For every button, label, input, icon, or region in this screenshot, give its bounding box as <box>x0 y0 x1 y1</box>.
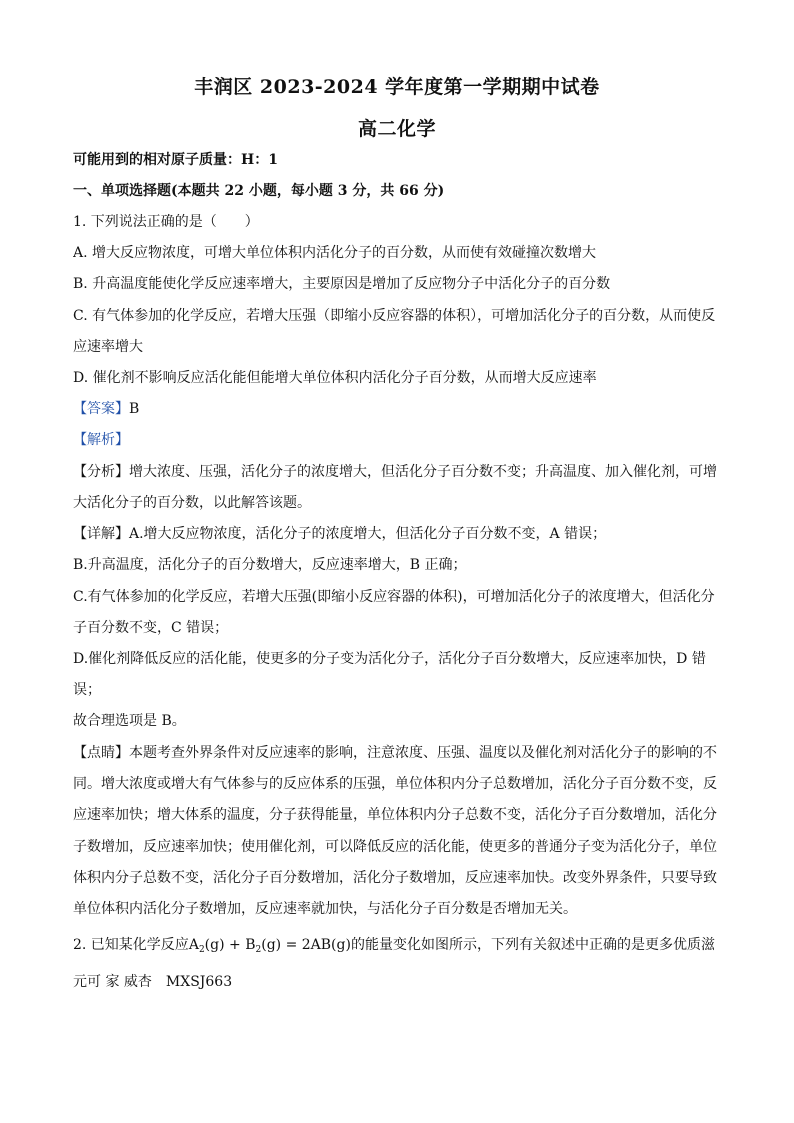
xiangjie-line-a <box>73 524 723 544</box>
dianjing-line-3: 应速率加快；增大体系的温度，分子获得能量，单位体积内分子总数不变，活化分子百分数增加，活化分 <box>73 807 717 823</box>
question-2-stem-cont: 元可 家 威杏 MXSJ663 <box>73 974 233 990</box>
atomic-mass-note: 可能用到的相对原子质量：H：1 <box>73 152 278 168</box>
question-1-stem: 1. 下列说法正确的是（ ） <box>73 214 259 230</box>
xiangjie-label: 【详解】 <box>73 526 129 542</box>
reaction-formula <box>189 937 351 953</box>
dianjing-line-2: 同。增大浓度或增大有气体参与的反应体系的压强，单位体积内分子总数增加，活化分子百分数不变，反 <box>73 776 717 792</box>
fenxi-label: 【分析】 <box>73 464 129 480</box>
dianjing-line-6: 单位体积内活化分子数增加，反应速率就加快，与活化分子百分数是否增加无关。 <box>73 901 577 917</box>
xiangjie-line-d2: 误； <box>73 682 101 698</box>
q2-prefix: 2. 已知某化学反应 <box>73 937 189 953</box>
formula-b-state: (g) <box>261 937 282 953</box>
xiangjie-line-c2: 子百分数不变，C 错误； <box>73 620 229 636</box>
answer-label: 【答案】 <box>73 401 129 417</box>
formula-a: A <box>188 937 199 953</box>
xiangjie-text-a: A.增大反应物浓度，活化分子的浓度增大，但活化分子百分数不变，A 错误； <box>129 526 607 542</box>
question-1-option-b: B. 升高温度能使化学反应速率增大，主要原因是增加了反应物分子中活化分子的百分数 <box>73 276 611 292</box>
formula-plus: + <box>224 937 246 953</box>
question-1-option-d: D. 催化剂不影响反应活化能但能增大单位体积内活化分子百分数，从而增大反应速率 <box>73 370 597 386</box>
question-2-stem <box>73 935 723 960</box>
formula-product: = 2AB(g) <box>281 937 351 953</box>
analysis-label: 【解析】 <box>73 432 129 448</box>
answer-value: B <box>129 401 140 417</box>
conclusion-line: 故合理选项是 B。 <box>73 713 186 729</box>
exam-title: 丰润区 2023-2024 学年度第一学期期中试卷 <box>194 76 600 98</box>
formula-a-state: (g) <box>204 937 225 953</box>
dianjing-line-5: 体积内分子总数不变，活化分子百分数增加，活化分子数增加，反应速率加快。改变外界条件，只要导致 <box>73 870 717 886</box>
dianjing-text-1: 本题考查外界条件对反应速率的影响，注意浓度、压强、温度以及催化剂对活化分子的影响的不 <box>129 745 717 761</box>
question-1-option-c: C. 有气体参加的化学反应，若增大压强（即缩小反应容器的体积），可增加活化分子的百分数，从而使反 <box>73 308 716 324</box>
xiangjie-line-b: B.升高温度，活化分子的百分数增大，反应速率增大，B 正确； <box>73 557 467 573</box>
question-1-option-c-cont: 应速率增大 <box>73 339 143 355</box>
fenxi-line-1 <box>73 462 723 482</box>
question-1-option-a: A. 增大反应物浓度，可增大单位体积内活化分子的百分数，从而使有效碰撞次数增大 <box>73 245 597 261</box>
fenxi-line-2: 大活化分子的百分数，以此解答该题。 <box>73 495 311 511</box>
exam-subtitle: 高二化学 <box>357 118 436 140</box>
dianjing-label: 【点睛】 <box>73 745 129 761</box>
section-heading: 一、单项选择题(本题共 22 小题，每小题 3 分，共 66 分) <box>73 183 445 199</box>
formula-b-sub: 2 <box>255 945 262 955</box>
formula-a-sub: 2 <box>198 945 205 955</box>
xiangjie-line-c1: C.有气体参加的化学反应，若增大压强(即缩小反应容器的体积)，可增加活化分子的浓度增大，但活化分 <box>73 589 715 605</box>
dianjing-line-4: 子数增加，反应速率加快；使用催化剂，可以降低反应的活化能，使更多的普通分子变为活化分子，单位 <box>73 839 717 855</box>
formula-b: B <box>245 937 256 953</box>
q2-suffix: 的能量变化如图所示，下列有关叙述中正确的是更多优质滋 <box>350 937 715 953</box>
xiangjie-line-d1: D.催化剂降低反应的活化能，使更多的分子变为活化分子，活化分子百分数增大，反应速率加快，D 错 <box>73 651 706 667</box>
dianjing-line-1 <box>73 743 723 763</box>
answer-line <box>73 399 723 419</box>
fenxi-text-1: 增大浓度、压强，活化分子的浓度增大，但活化分子百分数不变；升高温度、加入催化剂，可增 <box>129 464 717 480</box>
